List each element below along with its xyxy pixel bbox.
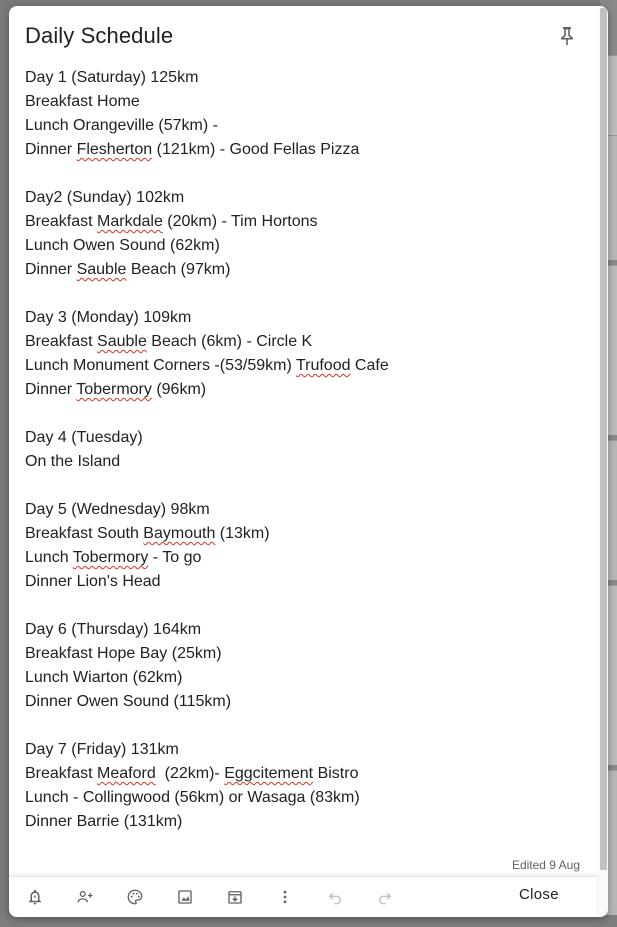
note-line[interactable] — [25, 402, 585, 426]
line-text: Breakfast — [25, 213, 98, 230]
close-button[interactable]: Close — [519, 886, 559, 903]
note-line[interactable] — [25, 546, 585, 570]
line-text: Day 7 (Friday) 131km — [25, 741, 179, 758]
note-body[interactable] — [25, 66, 585, 834]
edited-timestamp: Edited 9 Aug — [511, 858, 580, 872]
line-text: Breakfast — [25, 333, 98, 350]
line-text: Breakfast — [25, 765, 98, 782]
line-text: Beach (97km) — [126, 261, 231, 278]
line-text: Lunch Orangeville (57km) - — [25, 117, 218, 134]
note-line[interactable] — [25, 114, 585, 138]
line-text: Lunch Owen Sound (62km) — [25, 237, 220, 254]
note-toolbar — [9, 876, 597, 917]
note-line[interactable] — [25, 234, 585, 258]
misspelled-word: Flesherton — [76, 141, 153, 158]
note-line[interactable] — [25, 714, 585, 738]
note-line[interactable] — [25, 570, 585, 594]
line-text: Lunch Wiarton (62km) — [25, 669, 183, 686]
note-line[interactable] — [25, 210, 585, 234]
misspelled-word: Trufood — [295, 357, 351, 374]
collaborator-icon[interactable] — [69, 885, 101, 909]
line-text: Breakfast Home — [25, 93, 140, 110]
note-line[interactable] — [25, 522, 585, 546]
misspelled-word: Eggcitement — [224, 765, 314, 782]
note-line[interactable] — [25, 474, 585, 498]
misspelled-word: Meaford — [97, 765, 156, 782]
line-text: Day 5 (Wednesday) 98km — [25, 501, 210, 518]
note-line[interactable] — [25, 786, 585, 810]
note-dialog — [9, 6, 608, 917]
note-line[interactable] — [25, 90, 585, 114]
line-text: Day2 (Sunday) 102km — [25, 189, 185, 206]
line-text: (22km)- — [155, 765, 225, 782]
note-line[interactable] — [25, 762, 585, 786]
note-line[interactable] — [25, 306, 585, 330]
pin-icon[interactable] — [555, 24, 579, 48]
line-text: Bistro — [313, 765, 359, 782]
palette-icon[interactable] — [119, 885, 151, 909]
line-text: (13km) — [215, 525, 270, 542]
note-line[interactable] — [25, 66, 585, 90]
line-text: Breakfast Hope Bay (25km) — [25, 645, 222, 662]
scrollbar-thumb[interactable] — [600, 8, 607, 870]
line-text: Dinner Barrie (131km) — [25, 813, 183, 830]
remind-me-icon[interactable] — [19, 885, 51, 909]
line-text: (121km) - Good Fellas Pizza — [152, 141, 360, 158]
archive-icon[interactable] — [219, 885, 251, 909]
line-text: Lunch - Collingwood (56km) or Wasaga (83km) — [25, 789, 360, 806]
note-line[interactable] — [25, 138, 585, 162]
note-line[interactable] — [25, 282, 585, 306]
line-text: Lunch Monument Corners -(53/59km) — [25, 357, 296, 374]
misspelled-word: Sauble — [97, 333, 147, 350]
line-text: Dinner — [25, 381, 77, 398]
note-line[interactable] — [25, 258, 585, 282]
redo-icon[interactable] — [369, 885, 401, 909]
note-line[interactable] — [25, 450, 585, 474]
line-text: (20km) - Tim Hortons — [162, 213, 318, 230]
line-text: Day 6 (Thursday) 164km — [25, 621, 202, 638]
line-text: Breakfast South — [25, 525, 144, 542]
note-line[interactable] — [25, 810, 585, 834]
note-line[interactable] — [25, 498, 585, 522]
note-line[interactable] — [25, 426, 585, 450]
line-text: (96km) — [151, 381, 207, 398]
line-text: Dinner Lion's Head — [25, 573, 161, 590]
undo-icon[interactable] — [319, 885, 351, 909]
misspelled-word: Markdale — [97, 213, 163, 230]
note-title[interactable]: Daily Schedule — [25, 23, 174, 48]
note-line[interactable] — [25, 642, 585, 666]
line-text: Dinner — [25, 141, 77, 158]
line-text: Dinner — [25, 261, 77, 278]
misspelled-word: Tobermory — [72, 549, 149, 566]
line-text: Beach (6km) - Circle K — [146, 333, 313, 350]
note-line[interactable] — [25, 618, 585, 642]
misspelled-word: Tobermory — [76, 381, 152, 398]
line-text: Day 3 (Monday) 109km — [25, 309, 192, 326]
line-text: Dinner Owen Sound (115km) — [25, 693, 232, 710]
note-line[interactable] — [25, 666, 585, 690]
note-line[interactable] — [25, 738, 585, 762]
line-text: Cafe — [350, 357, 389, 374]
note-line[interactable] — [25, 330, 585, 354]
line-text: Lunch — [25, 549, 73, 566]
image-icon[interactable] — [169, 885, 201, 909]
line-text: - To go — [148, 549, 202, 566]
misspelled-word: Baymouth — [143, 525, 216, 542]
more-vert-icon[interactable] — [269, 885, 301, 909]
line-text: Day 4 (Tuesday) — [25, 429, 143, 446]
note-line[interactable] — [25, 186, 585, 210]
note-line[interactable] — [25, 354, 585, 378]
note-line[interactable] — [25, 690, 585, 714]
misspelled-word: Sauble — [76, 261, 127, 278]
line-text: On the Island — [25, 453, 121, 470]
note-line[interactable] — [25, 378, 585, 402]
note-line[interactable] — [25, 162, 585, 186]
line-text: Day 1 (Saturday) 125km — [25, 69, 199, 86]
note-line[interactable] — [25, 594, 585, 618]
